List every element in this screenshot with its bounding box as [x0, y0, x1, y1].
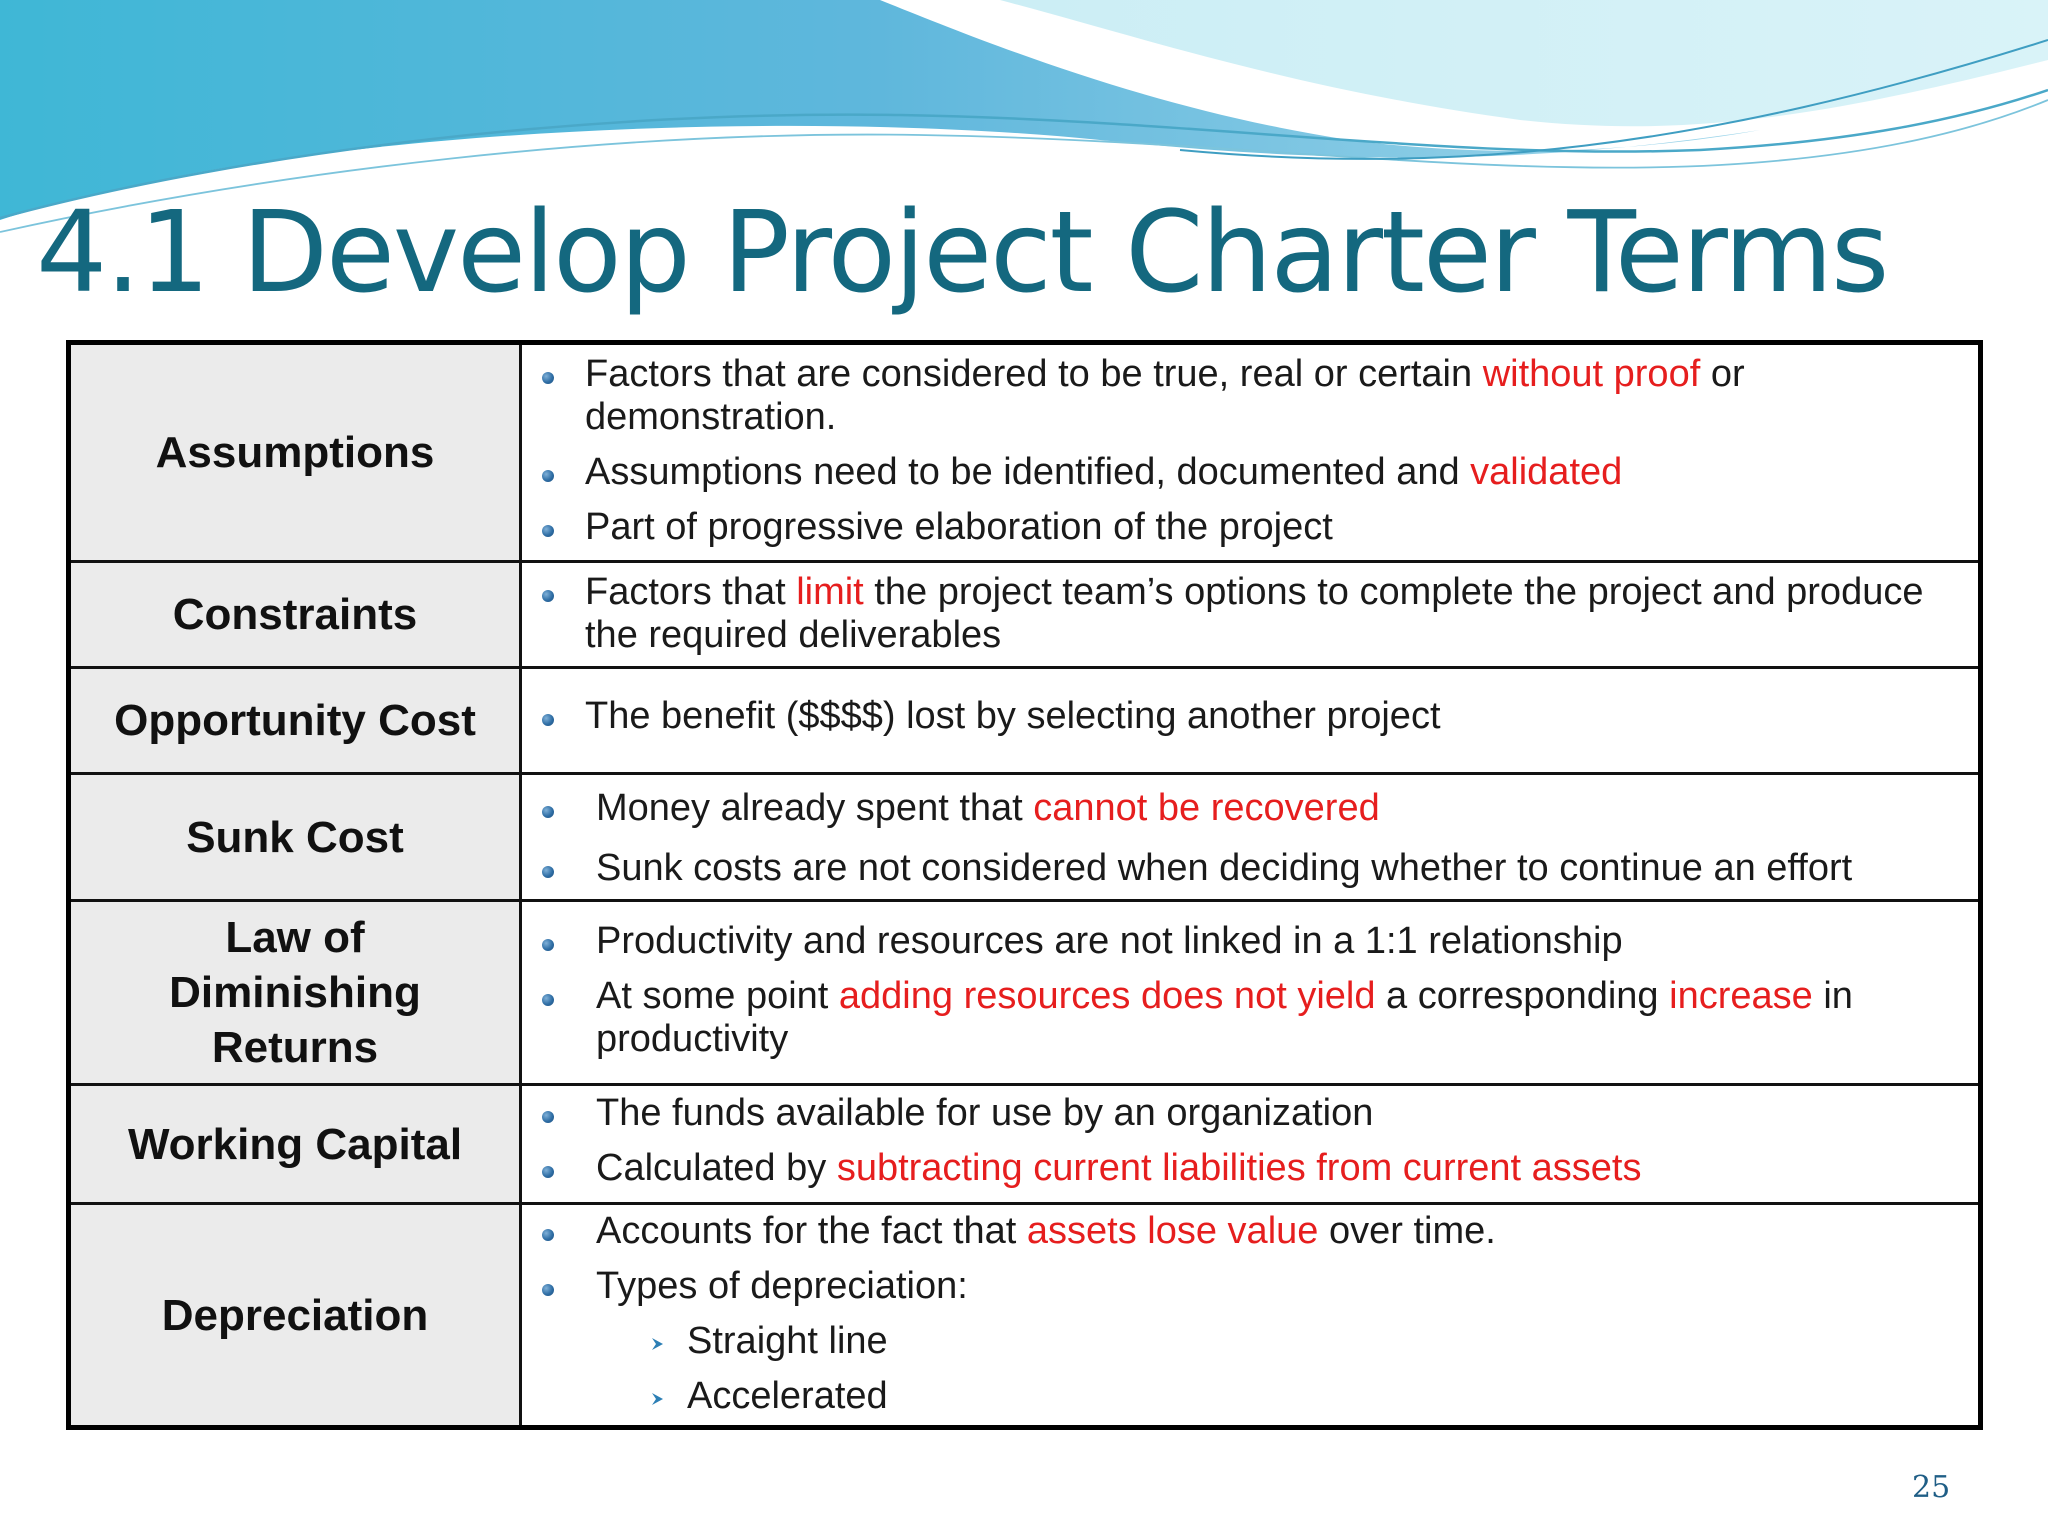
list-item: Part of progressive elaboration of the project	[538, 506, 1968, 549]
term-cell: Depreciation	[71, 1205, 522, 1425]
bullet-icon	[542, 525, 554, 537]
list-item: The benefit ($$$$) lost by selecting another project	[538, 695, 1968, 738]
page-number: 25	[1912, 1470, 1951, 1505]
bullet-icon	[542, 714, 554, 726]
bullet-icon	[542, 1284, 554, 1296]
bullet-icon	[542, 806, 554, 818]
term-cell: Assumptions	[71, 345, 522, 560]
bullet-icon	[542, 372, 554, 384]
bullet-icon	[542, 470, 554, 482]
bullet-icon	[542, 994, 554, 1006]
term-cell: Sunk Cost	[71, 775, 522, 899]
term-cell: Constraints	[71, 563, 522, 666]
term-cell: Law of Diminishing Returns	[71, 902, 522, 1083]
table-row	[71, 902, 1978, 1086]
sub-list-item: Accelerated	[687, 1375, 1968, 1418]
list-item: Factors that are considered to be true, real or certain without proof or demonstration.	[538, 353, 1968, 439]
definition-cell	[522, 902, 1978, 1083]
table-row	[71, 775, 1978, 902]
term-cell: Opportunity Cost	[71, 669, 522, 772]
sub-list-item: Straight line	[687, 1320, 1968, 1363]
definition-cell	[522, 563, 1978, 666]
list-item: Accounts for the fact that assets lose value over time.	[538, 1210, 1968, 1253]
slide-title: 4.1 Develop Project Charter Terms	[36, 188, 1888, 318]
bullet-icon	[542, 1111, 554, 1123]
definition-cell	[522, 669, 1978, 772]
definition-cell	[522, 1205, 1978, 1425]
list-item: Types of depreciation:	[538, 1265, 1968, 1308]
terms-table	[66, 340, 1983, 1430]
list-item: Productivity and resources are not linked in a 1:1 relationship	[538, 920, 1968, 963]
table-row	[71, 669, 1978, 775]
chevron-right-icon	[649, 1390, 667, 1408]
bullet-icon	[542, 866, 554, 878]
term-cell: Working Capital	[71, 1086, 522, 1202]
table-row	[71, 1086, 1978, 1205]
table-row	[71, 345, 1978, 563]
bullet-icon	[542, 1229, 554, 1241]
table-row	[71, 563, 1978, 669]
definition-cell	[522, 345, 1978, 560]
list-item: The funds available for use by an organization	[538, 1092, 1968, 1135]
list-item: Sunk costs are not considered when deciding whether to continue an effort	[538, 847, 1968, 890]
bullet-icon	[542, 1166, 554, 1178]
definition-cell	[522, 775, 1978, 899]
list-item: Money already spent that cannot be recovered	[538, 787, 1968, 830]
list-item: Calculated by subtracting current liabilities from current assets	[538, 1147, 1968, 1190]
list-item: At some point adding resources does not yield a corresponding increase in productivity	[538, 975, 1968, 1061]
definition-cell	[522, 1086, 1978, 1202]
list-item: Assumptions need to be identified, documented and validated	[538, 451, 1968, 494]
bullet-icon	[542, 590, 554, 602]
chevron-right-icon	[649, 1335, 667, 1353]
table-row	[71, 1205, 1978, 1425]
bullet-icon	[542, 939, 554, 951]
list-item: Factors that limit the project team’s options to complete the project and produce the required deliverables	[538, 571, 1968, 657]
